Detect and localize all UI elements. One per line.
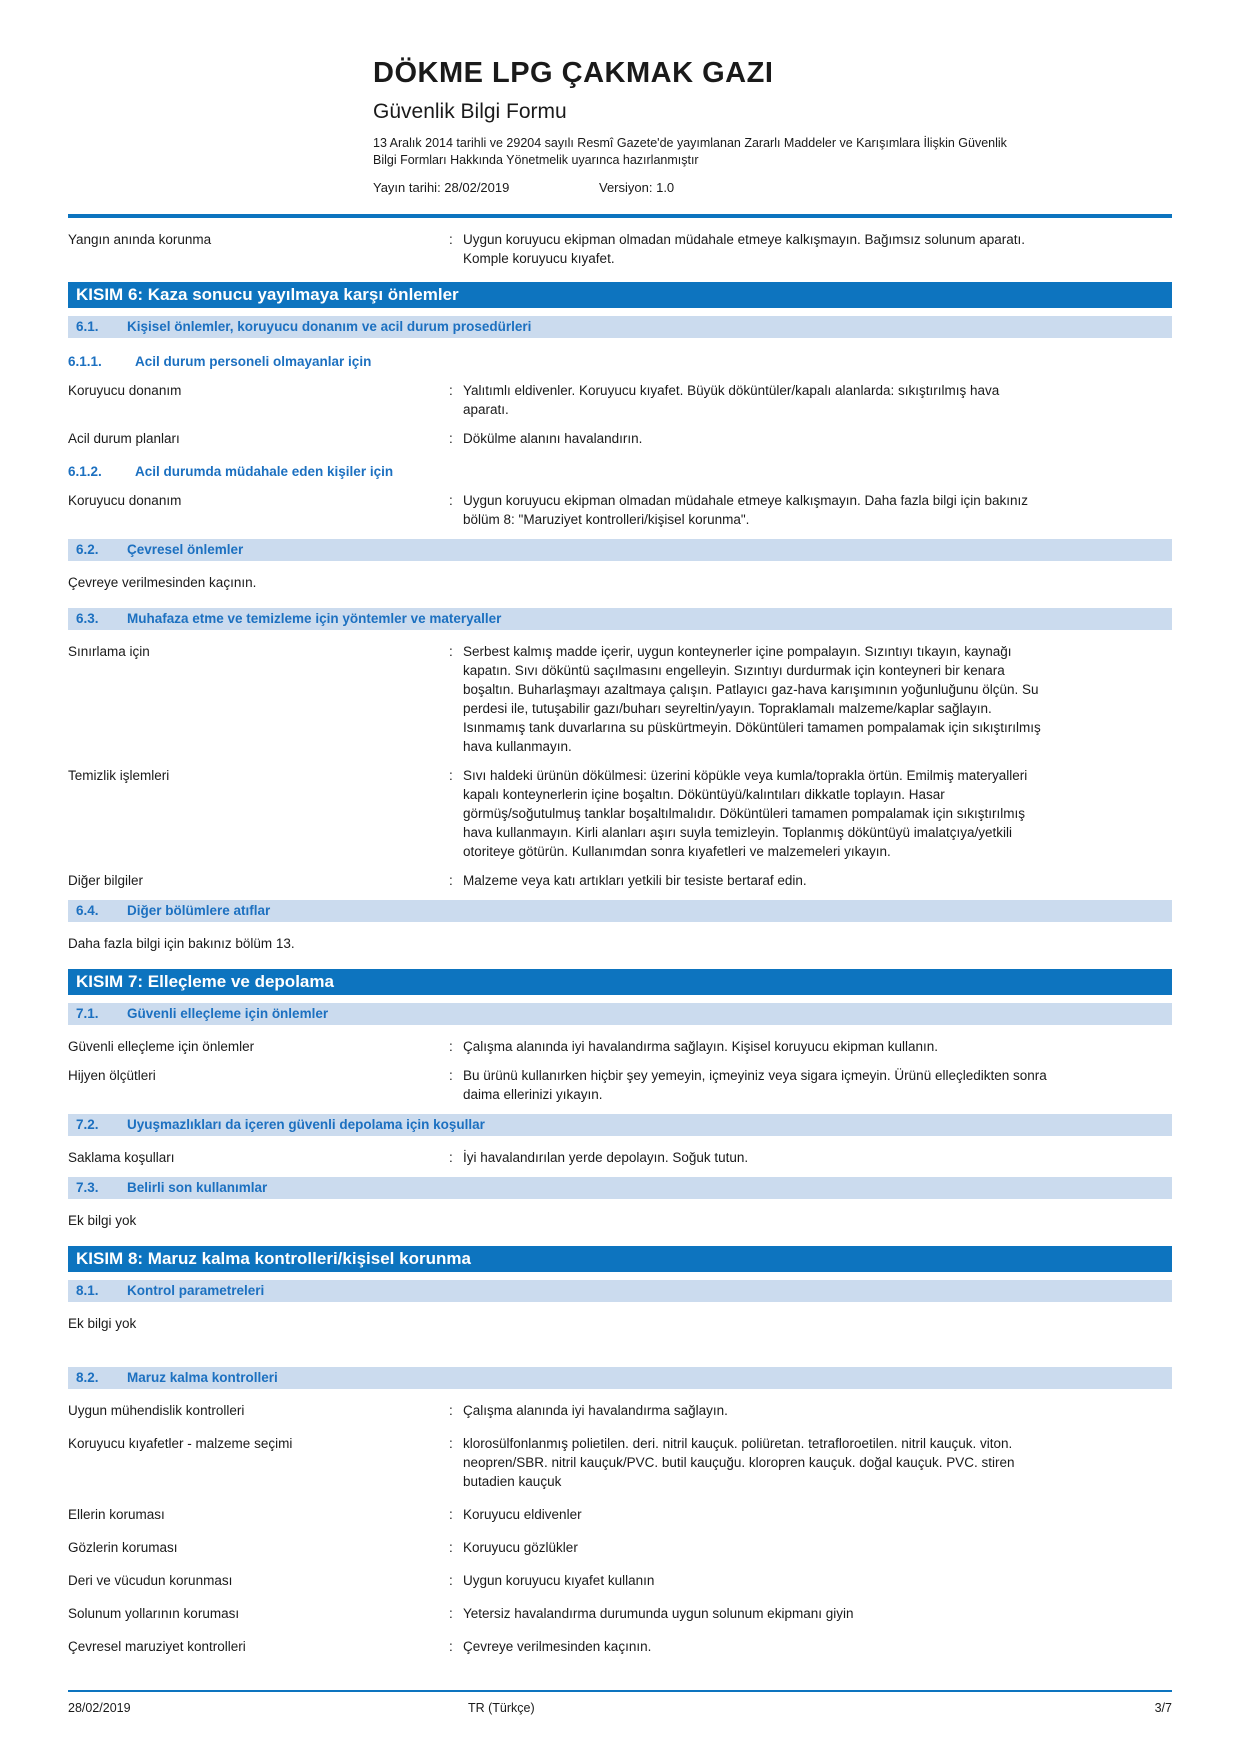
colon-separator: : bbox=[449, 383, 453, 398]
field-label: Acil durum planları bbox=[68, 431, 180, 446]
colon-separator: : bbox=[449, 1039, 453, 1054]
field-label: Koruyucu kıyafetler - malzeme seçimi bbox=[68, 1436, 293, 1451]
header-divider bbox=[68, 214, 1172, 218]
subsection-6-2-bar bbox=[68, 539, 1172, 561]
field-row bbox=[68, 1037, 1172, 1056]
field-value: Serbest kalmış madde içerir, uygun konteynerler içine pompalayın. Sızıntıyı tıkayın, kaynağı kapatın. Sıvı döküntü saçılmasını engelleyin. Sızıntıyı durdurmak için konteyneri bir kenara boşaltın. Buharlaşmayı azaltmaya çalışın. Patlayıcı gaz-hava karışımının yoğunluğunu ölçün. Su perdesi ile, tutuşabilir gazı/buharı seyreltin/yayın. Topraklamalı malzeme/kaplar sağlayın. Isınmamış tank duvarlarına su püskürtmeyin. Döküntüleri tamamen pompalamak için sıkıştırılmış hava kullanmayın. bbox=[463, 644, 1041, 754]
document-body bbox=[68, 230, 1172, 1656]
field-label: Sınırlama için bbox=[68, 644, 150, 659]
subsection-8-1-bar bbox=[68, 1280, 1172, 1302]
version-label: Versiyon: 1.0 bbox=[599, 180, 675, 195]
exposure-controls-rows bbox=[68, 1401, 1172, 1656]
field-value: Uygun koruyucu kıyafet kullanın bbox=[463, 1573, 655, 1588]
subsection-title: Acil durumda müdahale eden kişiler için bbox=[135, 464, 394, 479]
footer-page-number: 3/7 bbox=[1154, 1701, 1172, 1715]
subsection-number: 8.1. bbox=[76, 1283, 99, 1298]
field-label: Uygun mühendislik kontrolleri bbox=[68, 1403, 245, 1418]
field-value: Dökülme alanını havalandırın. bbox=[463, 431, 643, 446]
field-row bbox=[68, 1066, 1172, 1104]
field-label: Yangın anında korunma bbox=[68, 232, 212, 247]
field-value: Çalışma alanında iyi havalandırma sağlayın. bbox=[463, 1403, 728, 1418]
field-value: Çevreye verilmesinden kaçının. bbox=[463, 1639, 652, 1654]
colon-separator: : bbox=[449, 1436, 453, 1451]
subsection-number: 6.1.2. bbox=[68, 464, 102, 479]
subsection-number: 6.1. bbox=[76, 319, 99, 334]
section-8-bar: KISIM 8: Maruz kalma kontrolleri/kişisel korunma bbox=[68, 1246, 1172, 1272]
field-value: Uygun koruyucu ekipman olmadan müdahale etmeye kalkışmayın. Daha fazla bilgi için bakınız bölüm 8: "Maruziyet kontrolleri/kişisel korunma". bbox=[463, 493, 1029, 527]
subsection-6-1-bar bbox=[68, 316, 1172, 338]
subsection-number: 7.3. bbox=[76, 1180, 99, 1195]
field-row bbox=[68, 381, 1172, 419]
subsection-number: 6.1.1. bbox=[68, 354, 102, 369]
field-label: Gözlerin koruması bbox=[68, 1540, 178, 1555]
subsection-7-1-bar bbox=[68, 1003, 1172, 1025]
field-row bbox=[68, 491, 1172, 529]
colon-separator: : bbox=[449, 768, 453, 783]
field-value: Çalışma alanında iyi havalandırma sağlayın. Kişisel koruyucu ekipman kullanın. bbox=[463, 1039, 938, 1054]
field-row bbox=[68, 1148, 1172, 1167]
field-label: Çevresel maruziyet kontrolleri bbox=[68, 1639, 246, 1654]
field-value: Malzeme veya katı artıkları yetkili bir tesiste bertaraf edin. bbox=[463, 873, 807, 888]
field-label: Koruyucu donanım bbox=[68, 493, 182, 508]
colon-separator: : bbox=[449, 1507, 453, 1522]
field-label: Saklama koşulları bbox=[68, 1150, 175, 1165]
colon-separator: : bbox=[449, 431, 453, 446]
page-footer bbox=[68, 1690, 1172, 1718]
field-row bbox=[68, 1434, 1172, 1491]
field-row bbox=[68, 1637, 1172, 1656]
field-label: Koruyucu donanım bbox=[68, 383, 182, 398]
subsection-7-2-bar bbox=[68, 1114, 1172, 1136]
subsection-title: Uyuşmazlıkları da içeren güvenli depolama için koşullar bbox=[127, 1117, 485, 1132]
field-label: Güvenli elleçleme için önlemler bbox=[68, 1039, 255, 1054]
subsection-7-3-bar bbox=[68, 1177, 1172, 1199]
section-7-bar: KISIM 7: Elleçleme ve depolama bbox=[68, 969, 1172, 995]
colon-separator: : bbox=[449, 1573, 453, 1588]
footer-language: TR (Türkçe) bbox=[468, 1701, 535, 1715]
field-value: Yetersiz havalandırma durumunda uygun solunum ekipmanı giyin bbox=[463, 1606, 854, 1621]
field-label: Deri ve vücudun korunması bbox=[68, 1573, 233, 1588]
footer-date: 28/02/2019 bbox=[68, 1701, 131, 1715]
subsection-6-1-1-heading bbox=[68, 352, 1172, 371]
subsection-title: Güvenli elleçleme için önlemler bbox=[127, 1006, 329, 1021]
section-note: Ek bilgi yok bbox=[68, 1213, 137, 1228]
colon-separator: : bbox=[449, 644, 453, 659]
subsection-title: Kontrol parametreleri bbox=[127, 1283, 265, 1298]
field-value: Yalıtımlı eldivenler. Koruyucu kıyafet. Büyük döküntüler/kapalı alanlarda: sıkıştırılmış hava aparatı. bbox=[463, 383, 1000, 417]
subsection-number: 6.4. bbox=[76, 903, 99, 918]
subsection-6-4-bar bbox=[68, 900, 1172, 922]
subsection-title: Acil durum personeli olmayanlar için bbox=[135, 354, 372, 369]
colon-separator: : bbox=[449, 1403, 453, 1418]
subsection-6-3-bar bbox=[68, 608, 1172, 630]
section-note: Ek bilgi yok bbox=[68, 1316, 137, 1331]
subsection-title: Kişisel önlemler, koruyucu donanım ve acil durum prosedürleri bbox=[127, 319, 532, 334]
field-row bbox=[68, 642, 1172, 756]
subsection-title: Çevresel önlemler bbox=[127, 542, 244, 557]
issue-date: Yayın tarihi: 28/02/2019 bbox=[373, 180, 510, 195]
field-label: Solunum yollarının koruması bbox=[68, 1606, 240, 1621]
field-value: Uygun koruyucu ekipman olmadan müdahale etmeye kalkışmayın. Bağımsız solunum aparatı. Komple koruyucu kıyafet. bbox=[463, 232, 1026, 266]
field-row bbox=[68, 429, 1172, 448]
field-row bbox=[68, 1401, 1172, 1420]
colon-separator: : bbox=[449, 232, 453, 247]
subsection-6-1-2-heading bbox=[68, 462, 1172, 481]
subsection-number: 8.2. bbox=[76, 1370, 99, 1385]
subsection-number: 6.2. bbox=[76, 542, 99, 557]
field-row bbox=[68, 1604, 1172, 1623]
colon-separator: : bbox=[449, 873, 453, 888]
field-label: Ellerin koruması bbox=[68, 1507, 165, 1522]
colon-separator: : bbox=[449, 1540, 453, 1555]
field-label: Diğer bilgiler bbox=[68, 873, 144, 888]
subsection-title: Maruz kalma kontrolleri bbox=[127, 1370, 278, 1385]
subsection-number: 6.3. bbox=[76, 611, 99, 626]
field-row bbox=[68, 871, 1172, 890]
subsection-number: 7.2. bbox=[76, 1117, 99, 1132]
subsection-title: Diğer bölümlere atıflar bbox=[127, 903, 271, 918]
colon-separator: : bbox=[449, 1150, 453, 1165]
subsection-8-2-bar bbox=[68, 1367, 1172, 1389]
product-title: DÖKME LPG ÇAKMAK GAZI bbox=[373, 57, 774, 89]
field-row bbox=[68, 766, 1172, 861]
colon-separator: : bbox=[449, 1606, 453, 1621]
subsection-title: Muhafaza etme ve temizleme için yöntemler ve materyaller bbox=[127, 611, 502, 626]
field-value: İyi havalandırılan yerde depolayın. Soğuk tutun. bbox=[463, 1150, 749, 1165]
section-6-bar: KISIM 6: Kaza sonucu yayılmaya karşı önlemler bbox=[68, 282, 1172, 308]
field-label: Temizlik işlemleri bbox=[68, 768, 170, 783]
field-value: Koruyucu gözlükler bbox=[463, 1540, 578, 1555]
document-type: Güvenlik Bilgi Formu bbox=[373, 100, 567, 123]
field-value: Koruyucu eldivenler bbox=[463, 1507, 582, 1522]
colon-separator: : bbox=[449, 1068, 453, 1083]
field-row bbox=[68, 230, 1172, 268]
document-header bbox=[373, 0, 1172, 197]
subsection-title: Belirli son kullanımlar bbox=[127, 1180, 268, 1195]
field-value: klorosülfonlanmış polietilen. deri. nitril kauçuk. poliüretan. tetrafloroetilen. nitril kauçuk. viton. neopren/SBR. nitril kauçuk/PVC. butil kauçuğu. kloropren kauçuk. doğal kauçuk. PVC. stiren butadien kauçuk bbox=[463, 1436, 1015, 1489]
field-value: Bu ürünü kullanırken hiçbir şey yemeyin, içmeyiniz veya sigara içmeyin. Ürünü elleçledikten sonra daima ellerinizi yıkayın. bbox=[463, 1068, 1047, 1102]
field-value: Sıvı haldeki ürünün dökülmesi: üzerini köpükle veya kumla/toprakla örtün. Emilmiş materyalleri kapalı konteynerlerin içine boşaltın. Döküntüyü/kalıntıları dikkatle toplayın. Hasar görmüş/soğutulmuş tanklar boşaltılmalıdır. Döküntüleri tamamen pompalamak için sıkıştırılmış hava kullanmayın. Kirli alanları aşırı suyla temizleyin. Toplanmış döküntüyü imalatçıya/yetkili otoriteye götürün. Kullanımdan sonra kıyafetleri ve malzemeleri yıkayın. bbox=[463, 768, 1028, 859]
colon-separator: : bbox=[449, 493, 453, 508]
header-dates bbox=[373, 178, 1172, 197]
field-row bbox=[68, 1571, 1172, 1590]
subsection-number: 7.1. bbox=[76, 1006, 99, 1021]
field-label: Hijyen ölçütleri bbox=[68, 1068, 156, 1083]
field-row bbox=[68, 1505, 1172, 1524]
colon-separator: : bbox=[449, 1639, 453, 1654]
field-row bbox=[68, 1538, 1172, 1557]
section-note: Daha fazla bilgi için bakınız bölüm 13. bbox=[68, 936, 295, 951]
section-note: Çevreye verilmesinden kaçının. bbox=[68, 575, 257, 590]
regulation-note: 13 Aralık 2014 tarihli ve 29204 sayılı Resmî Gazete'de yayımlanan Zararlı Maddeler ve Karışımlara İlişkin Güvenlik Bilgi Formları Hakkında Yönetmelik uyarınca hazırlanmıştır bbox=[373, 136, 1007, 167]
